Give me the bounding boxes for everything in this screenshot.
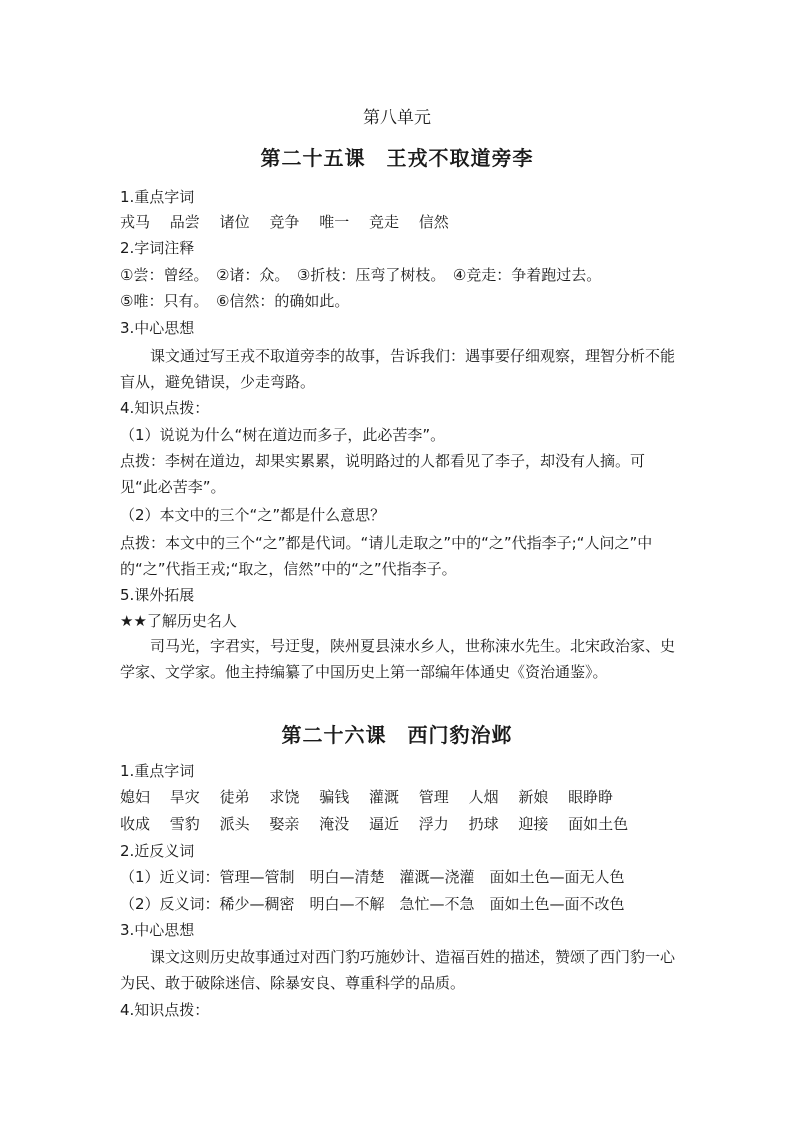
word: 竞争 <box>269 213 300 231</box>
word: 灌溉 <box>368 788 399 806</box>
lesson25-main-idea: 课文通过写王戎不取道旁李的故事，告诉我们：遇事要仔细观察，理智分析不能盲从，避免错误，少走弯路。 <box>120 347 676 391</box>
word: 媳妇 <box>120 788 151 806</box>
lesson25-key-words <box>120 212 680 232</box>
word: 品尝 <box>169 213 200 231</box>
word: 派头 <box>219 815 250 833</box>
word: 竞走 <box>368 213 399 231</box>
word: 淹没 <box>319 815 350 833</box>
word: 逼近 <box>368 815 399 833</box>
word: 娶亲 <box>269 815 300 833</box>
word: 面如土色 <box>568 815 629 833</box>
lesson25-heading-main-idea: 3.中心思想 <box>120 319 195 337</box>
lesson26-heading-points: 4.知识点拨： <box>120 1001 210 1019</box>
lesson25-extension-body: 司马光，字君实，号迂叟，陕州夏县涑水乡人，世称涑水先生。北宋政治家、史学家、文学家。他主持编纂了中国历史上第一部编年体通史《资治通鉴》。 <box>120 637 676 681</box>
lesson25-question-1: （1）说说为什么“树在道边而多子，此必苦李”。 <box>120 426 446 444</box>
lesson26-key-words-row1 <box>120 787 680 807</box>
lesson26-heading-main-idea: 3.中心思想 <box>120 921 195 939</box>
unit-title: 第八单元 <box>363 108 431 128</box>
lesson25-heading-extension: 5.课外拓展 <box>120 586 195 604</box>
lesson25-answer-1: 点拨：李树在道边，却果实累累，说明路过的人都看见了李子，却没有人摘。可见“此必苦李”。 <box>120 452 646 496</box>
word: 旱灾 <box>169 788 200 806</box>
lesson25-title: 第二十五课 王戎不取道旁李 <box>260 146 534 170</box>
lesson25-notes-line2: ⑤唯：只有。 ⑥信然：的确如此。 <box>120 292 350 310</box>
lesson25-heading-notes: 2.字词注释 <box>120 239 195 257</box>
word: 迎接 <box>518 815 549 833</box>
lesson25-question-2: （2）本文中的三个“之”都是什么意思？ <box>120 506 386 524</box>
word: 扔球 <box>468 815 499 833</box>
lesson26-heading-key-words: 1.重点字词 <box>120 762 195 780</box>
word: 求饶 <box>269 788 300 806</box>
lesson26-heading-synonyms: 2.近反义词 <box>120 842 195 860</box>
word: 浮力 <box>418 815 449 833</box>
word: 收成 <box>120 815 151 833</box>
word: 眼睁睁 <box>568 788 614 806</box>
word: 信然 <box>418 213 449 231</box>
word: 唯一 <box>319 213 350 231</box>
lesson25-notes-line1: ①尝：曾经。 ②诸：众。 ③折枝：压弯了树枝。 ④竞走：争着跑过去。 <box>120 266 602 284</box>
lesson26-key-words-row2 <box>120 814 680 834</box>
word: 人烟 <box>468 788 499 806</box>
lesson26-synonyms: （1）近义词：管理—管制 明白—清楚 灌溉—浇灌 面如土色—面无人色 <box>120 868 625 886</box>
lesson25-heading-points: 4.知识点拨： <box>120 399 210 417</box>
lesson25-heading-key-words: 1.重点字词 <box>120 188 195 206</box>
lesson26-main-idea: 课文这则历史故事通过对西门豹巧施妙计、造福百姓的描述，赞颂了西门豹一心为民、敢于破除迷信、除暴安良、尊重科学的品质。 <box>120 948 676 992</box>
lesson26-title: 第二十六课 西门豹治邺 <box>281 723 513 747</box>
word: 诸位 <box>219 213 250 231</box>
word: 雪豹 <box>169 815 200 833</box>
word: 新娘 <box>518 788 549 806</box>
lesson25-extension-heading: ★★了解历史名人 <box>120 612 237 630</box>
word: 戎马 <box>120 213 151 231</box>
word: 管理 <box>418 788 449 806</box>
word: 骗钱 <box>319 788 350 806</box>
lesson26-antonyms: （2）反义词：稀少—稠密 明白—不解 急忙—不急 面如土色—面不改色 <box>120 895 625 913</box>
lesson25-answer-2: 点拨：本文中的三个“之”都是代词。“请儿走取之”中的“之”代指李子;“人问之”中的“之”代指王戎;“取之，信然”中的“之”代指李子。 <box>120 534 653 578</box>
word: 徒弟 <box>219 788 250 806</box>
